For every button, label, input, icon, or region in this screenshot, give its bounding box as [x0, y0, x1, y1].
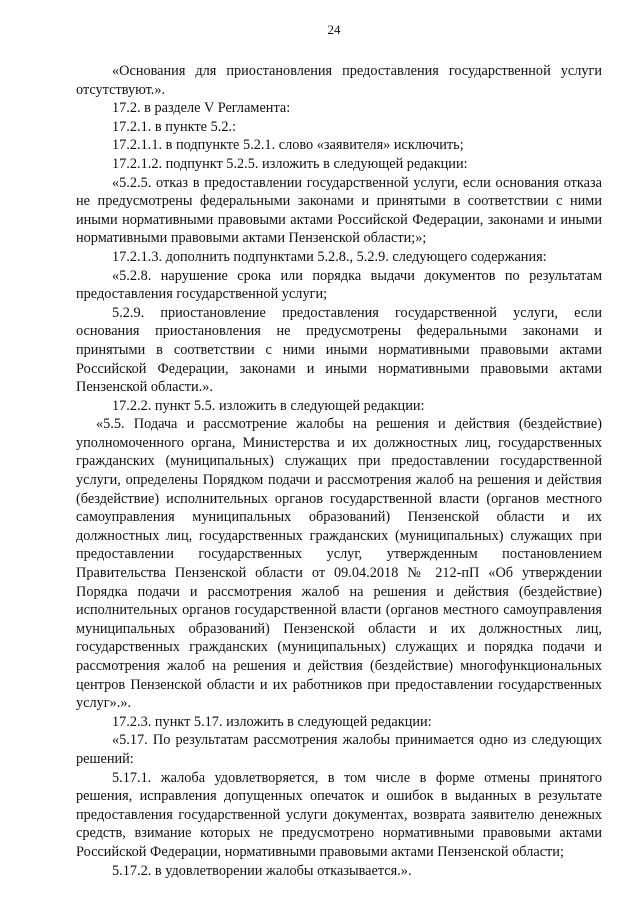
paragraph-p5: 17.2.1.2. подпункт 5.2.5. изложить в следующей редакции: [112, 155, 468, 172]
page-number: 24 [327, 22, 341, 37]
paragraph-p3: 17.2.1. в пункте 5.2.: [112, 118, 237, 135]
paragraph-p2: 17.2. в разделе V Регламента: [112, 100, 291, 117]
paragraph-p10: 17.2.2. пункт 5.5. изложить в следующей редакции: [112, 397, 425, 414]
paragraph-p6: «5.2.5. отказ в предоставлении государственной услуги, если основания отказа не предусмотрены федеральными законами и принятыми в соответствии с ними иными нормативными правовыми актами Российской Федерации, законами и иными нормативными правовыми актами Пензенской области;»; [76, 174, 602, 247]
paragraph-p13: «5.17. По результатам рассмотрения жалобы принимается одно из следующих решений: [76, 732, 602, 767]
paragraph-p1: «Основания для приостановления предоставления государственной услуги отсутствуют.». [76, 63, 602, 98]
paragraph-p4: 17.2.1.1. в подпункте 5.2.1. слово «заявителя» исключить; [112, 137, 464, 154]
document-body [76, 62, 602, 880]
paragraph-p14: 5.17.1. жалоба удовлетворяется, в том числе в форме отмены принятого решения, исправления допущенных опечаток и ошибок в выданных в результате предоставления государственной услуги документах, возврата заявителю денежных средств, взимание которых не предусмотрено нормативными правовыми актами Российской Федерации, нормативными правовыми актами Пензенской области; [76, 769, 602, 860]
paragraph-p12: 17.2.3. пункт 5.17. изложить в следующей редакции: [112, 713, 432, 730]
paragraph-p9: 5.2.9. приостановление предоставления государственной услуги, если основания приостановления не предусмотрены федеральными законами и принятыми в соответствии с ними иными нормативными правовыми актами Российской Федерации, законами и иными нормативными правовыми актами Пензенской области.». [76, 304, 602, 396]
paragraph-p15: 5.17.2. в удовлетворении жалобы отказывается.». [112, 862, 412, 879]
paragraph-p11: «5.5. Подача и рассмотрение жалобы на решения и действия (бездействие) уполномоченного органа, Министерства и их должностных лиц, государственных гражданских (муниципальных) служащих при предоставлении государственной услуги, определены Порядком подачи и рассмотрения жалоб на решения и действия (бездействие) исполнительных органов государственной власти (органов местного самоуправления муниципальных образований) Пензенской области и их должностных лиц, государственных гражданских (муниципальных) служащих при предоставлении государственных услуг, утвержденным постановлением Правительства Пензенской области от 09.04.2018 № 212-пП «Об утверждении Порядка подачи и рассмотрения жалоб на решения и действия (бездействие) исполнительных органов государственной власти (органов местного самоуправления муниципальных образований) Пензенской области и их должностных лиц, государственных гражданских (муниципальных) служащих и порядка подачи и рассмотрения жалоб на решения и действия (бездействие) многофункциональных центров Пензенской области и их работников при предоставлении государственных услуг».». [76, 416, 602, 712]
paragraph-p8: «5.2.8. нарушение срока или порядка выдачи документов по результатам предоставления государственной услуги; [76, 267, 602, 303]
paragraph-p7: 17.2.1.3. дополнить подпунктами 5.2.8., 5.2.9. следующего содержания: [112, 248, 547, 265]
